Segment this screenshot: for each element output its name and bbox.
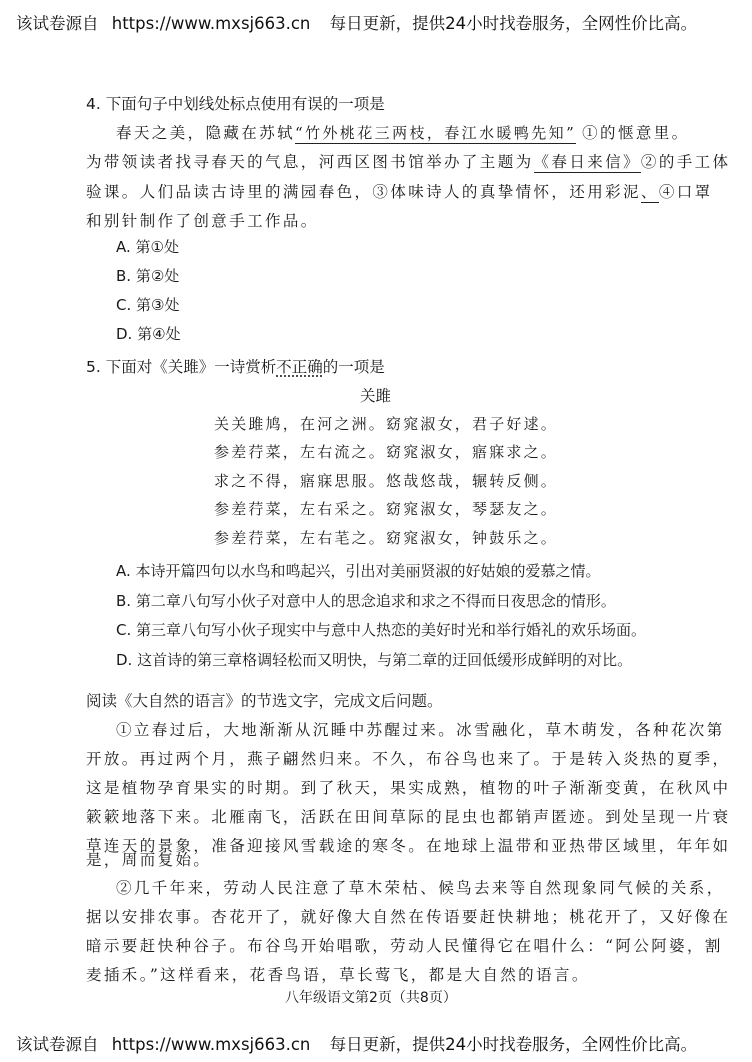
page-number: 八年级语文第2页（共8页） <box>285 990 457 1006</box>
q4-option-b: B. 第②处 <box>116 267 180 285</box>
q4-line-3 <box>86 180 713 203</box>
banner-source: 该试卷源自 <box>16 14 99 33</box>
q4-line-4: 和别针制作了创意手工作品。 <box>86 212 319 230</box>
bottom-banner <box>16 1031 697 1055</box>
q5-stem-post: 的一项是 <box>322 358 385 376</box>
para1-line: 草连天的景象，准备迎接风雪载途的寒冬。在地球上温带和亚热带区域里，年年如 <box>86 837 731 855</box>
q4-line1-pre: 春天之美，隐藏在苏轼 <box>116 124 296 142</box>
q4-line3-pre: 验课。人们品读古诗里的满园春色， <box>86 183 373 201</box>
banner-slogan: 每日更新，提供24小时找卷服务，全网性价比高。 <box>329 1035 698 1054</box>
poem-line: 参差荇菜，左右芼之。窈窕淑女，钟鼓乐之。 <box>214 529 559 547</box>
para1-line: 簌簌地落下来。北雁南飞，活跃在田间草际的昆虫也都销声匿迹。到处呈现一片衰 <box>86 808 731 826</box>
para1-line: 是，周而复始。 <box>86 851 212 869</box>
para1-line: ①立春过后，大地渐渐从沉睡中苏醒过来。冰雪融化，草木萌发，各种花次第 <box>116 721 725 739</box>
q4-underlined-comma: 、 <box>641 180 659 203</box>
banner-url-link[interactable]: https://www.mxsj663.cn <box>111 14 311 33</box>
q4-line3-mark: ③ <box>372 183 391 201</box>
poem-line: 关关雎鸠，在河之洲。窈窕淑女，君子好逑。 <box>214 415 559 433</box>
para2-line: 据以安排农事。杏花开了，就好像大自然在传语要赶快耕地；桃花开了，又好像在 <box>86 908 731 926</box>
poem-line: 求之不得，寤寐思服。悠哉悠哉，辗转反侧。 <box>214 472 559 490</box>
q5-option-c: C. 第三章八句写小伙子现实中与意中人热恋的美好时光和举行婚礼的欢乐场面。 <box>116 621 647 639</box>
q4-underlined-book: 《春日来信》 <box>534 150 641 173</box>
para2-line: 暗示要赶快种谷子。布谷鸟开始唱歌，劳动人民懂得它在唱什么：“阿公阿婆，割 <box>86 937 723 955</box>
top-banner <box>16 10 697 34</box>
reading-intro: 阅读《大自然的语言》的节选文字，完成文后问题。 <box>86 692 443 710</box>
q5-option-d: D. 这首诗的第三章格调轻松而又明快，与第二章的迂回低缓形成鲜明的对比。 <box>116 651 633 669</box>
q5-stem <box>86 355 385 377</box>
para1-line: 开放。再过两个月，燕子翩然归来。不久，布谷鸟也来了。于是转入炎热的夏季， <box>86 750 731 768</box>
poem-line: 参差荇菜，左右流之。窈窕淑女，寤寐求之。 <box>214 443 559 461</box>
q4-line1-post: ①的惬意里。 <box>582 124 690 142</box>
q4-line3-post: ④口罩 <box>658 183 713 201</box>
q5-stem-pre: 5. 下面对《关雎》一诗赏析 <box>86 358 277 376</box>
banner-url-link[interactable]: https://www.mxsj663.cn <box>111 1035 311 1054</box>
poem-title: 关雎 <box>360 387 392 405</box>
q4-option-c: C. 第③处 <box>116 296 180 314</box>
q4-line-1 <box>116 121 690 144</box>
banner-slogan: 每日更新，提供24小时找卷服务，全网性价比高。 <box>329 14 698 33</box>
q4-underlined-quote: “竹外桃花三两枝，春江水暖鸭先知” <box>295 124 577 142</box>
q4-line-2 <box>86 150 730 173</box>
q5-option-a: A. 本诗开篇四句以水鸟和鸣起兴，引出对美丽贤淑的好姑娘的爱慕之情。 <box>116 562 601 580</box>
q4-line2-pre: 为带领读者找寻春天的气息，河西区图书馆举办了主题为 <box>86 153 534 171</box>
para1-line: 这是植物孕育果实的时期。到了秋天，果实成熟，植物的叶子渐渐变黄，在秋风中 <box>86 779 731 797</box>
para2-line: 麦插禾。”这样看来，花香鸟语，草长莺飞，都是大自然的语言。 <box>86 966 590 984</box>
poem-line: 参差荇菜，左右采之。窈窕淑女，琴瑟友之。 <box>214 500 559 518</box>
q4-stem: 4. 下面句子中划线处标点使用有误的一项是 <box>86 95 385 113</box>
q5-option-b: B. 第二章八句写小伙子对意中人的思念追求和求之不得而日夜思念的情形。 <box>116 592 616 610</box>
q4-option-a: A. 第①处 <box>116 238 179 256</box>
q4-line2-post: ②的手工体 <box>640 153 731 171</box>
q5-stem-emphasis: 不正确 <box>276 358 323 376</box>
banner-source: 该试卷源自 <box>16 1035 99 1054</box>
q4-option-d: D. 第④处 <box>116 325 181 343</box>
para2-line: ②几千年来，劳动人民注意了草木荣枯、候鸟去来等自然现象同气候的关系， <box>116 879 725 897</box>
q4-line3-mid: 体味诗人的真挚情怀，还用彩泥 <box>390 183 641 201</box>
